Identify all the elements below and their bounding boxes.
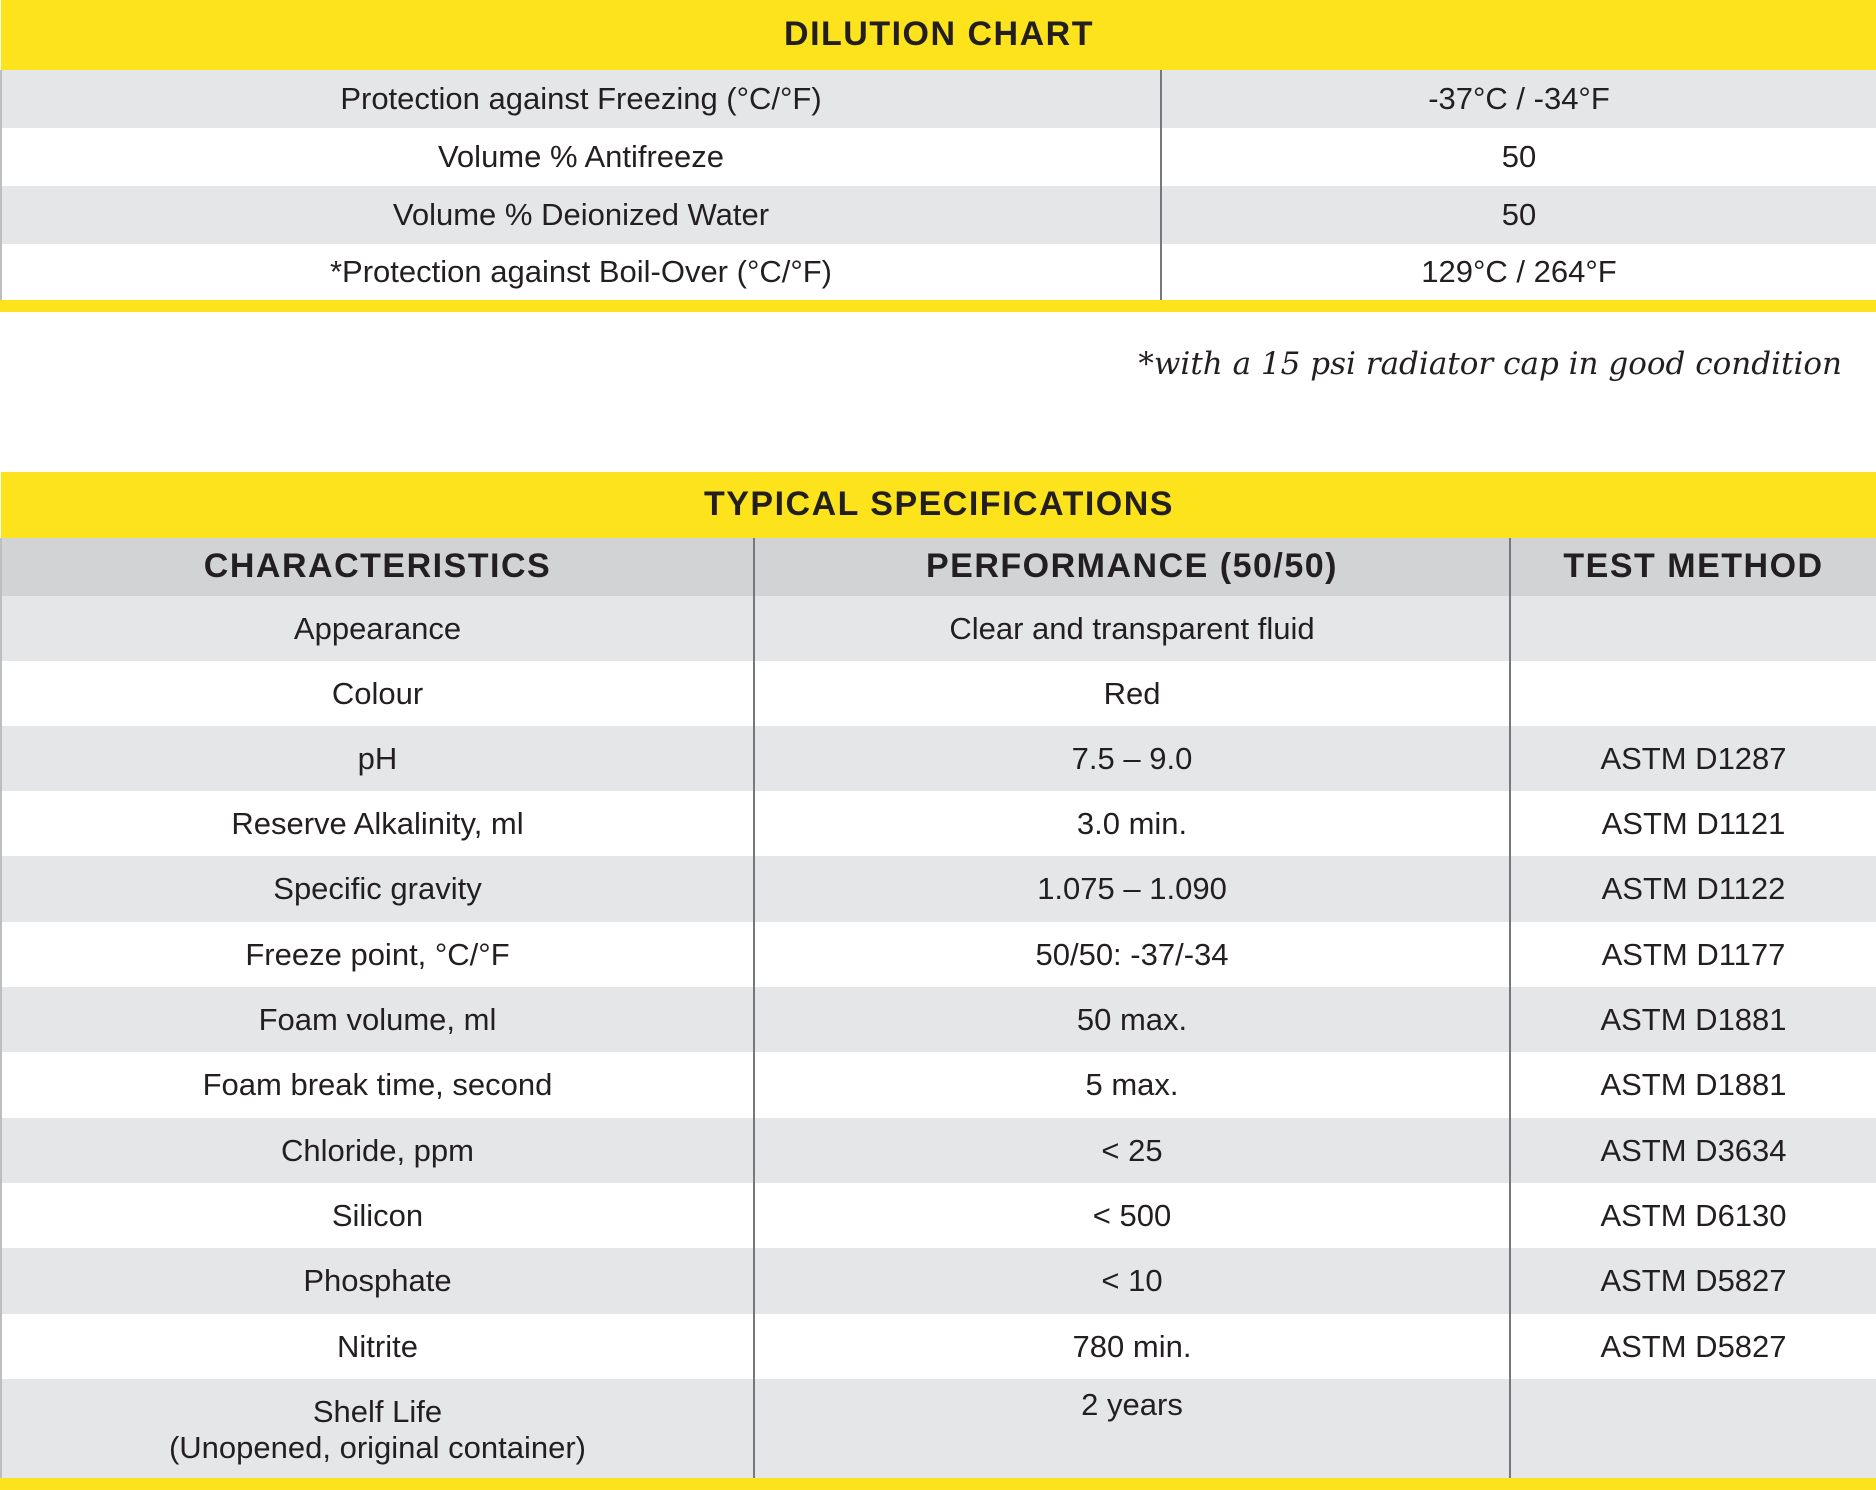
- performance-cell: Clear and transparent fluid: [754, 596, 1510, 661]
- dilution-value: 129°C / 264°F: [1161, 244, 1876, 300]
- test-method-cell: [1510, 596, 1876, 661]
- table-row: [1, 1118, 1876, 1183]
- column-header-performance: PERFORMANCE (50/50): [754, 538, 1510, 596]
- test-method-cell: ASTM D1881: [1510, 987, 1876, 1052]
- dilution-table: [0, 0, 1876, 300]
- characteristic-cell: pH: [1, 726, 754, 791]
- table-row: [1, 596, 1876, 661]
- characteristic-cell: Appearance: [1, 596, 754, 661]
- typical-specifications: [0, 472, 1876, 1481]
- test-method-cell: ASTM D1121: [1510, 791, 1876, 856]
- table-row: [1, 856, 1876, 922]
- dilution-label: Volume % Antifreeze: [1, 128, 1161, 186]
- table-row: [1, 186, 1876, 244]
- test-method-cell: ASTM D3634: [1510, 1118, 1876, 1183]
- column-header-test-method: TEST METHOD: [1510, 538, 1876, 596]
- dilution-footnote: *with a 15 psi radiator cap in good condition: [1138, 346, 1842, 382]
- table-row: [1, 661, 1876, 726]
- specifications-table: [0, 472, 1876, 1481]
- performance-cell: < 500: [754, 1183, 1510, 1248]
- shelf-life-note: (Unopened, original container): [168, 1430, 587, 1465]
- table-row: [1, 70, 1876, 128]
- table-row: [1, 987, 1876, 1052]
- dilution-bottom-bar: [0, 300, 1876, 312]
- table-row: [1, 922, 1876, 987]
- characteristic-cell: Foam volume, ml: [1, 987, 754, 1052]
- specifications-bottom-bar: [0, 1478, 1876, 1490]
- table-row: [1, 1314, 1876, 1379]
- performance-cell: Red: [754, 661, 1510, 726]
- characteristic-cell: Silicon: [1, 1183, 754, 1248]
- test-method-cell: ASTM D1287: [1510, 726, 1876, 791]
- table-row: [1, 1379, 1876, 1481]
- performance-cell: 1.075 – 1.090: [754, 856, 1510, 922]
- characteristic-cell: Specific gravity: [1, 856, 754, 922]
- table-row: [1, 244, 1876, 300]
- characteristic-cell: Colour: [1, 661, 754, 726]
- performance-cell: 2 years: [754, 1379, 1510, 1481]
- characteristic-cell: Reserve Alkalinity, ml: [1, 791, 754, 856]
- characteristic-cell: Freeze point, °C/°F: [1, 922, 754, 987]
- test-method-cell: ASTM D6130: [1510, 1183, 1876, 1248]
- performance-cell: < 25: [754, 1118, 1510, 1183]
- table-row: [1, 726, 1876, 791]
- performance-cell: 3.0 min.: [754, 791, 1510, 856]
- test-method-cell: ASTM D5827: [1510, 1248, 1876, 1314]
- characteristic-cell: Nitrite: [1, 1314, 754, 1379]
- table-row: [1, 1183, 1876, 1248]
- test-method-cell: ASTM D1122: [1510, 856, 1876, 922]
- shelf-life-cell: [1, 1379, 754, 1481]
- performance-cell: 5 max.: [754, 1052, 1510, 1118]
- test-method-cell: [1510, 661, 1876, 726]
- specifications-header-row: [1, 538, 1876, 596]
- specifications-title-row: [1, 472, 1876, 538]
- table-row: [1, 791, 1876, 856]
- dilution-title-row: [1, 0, 1876, 70]
- dilution-chart: [0, 0, 1876, 300]
- performance-cell: 7.5 – 9.0: [754, 726, 1510, 791]
- dilution-value: -37°C / -34°F: [1161, 70, 1876, 128]
- performance-cell: 780 min.: [754, 1314, 1510, 1379]
- dilution-label: Protection against Freezing (°C/°F): [1, 70, 1161, 128]
- characteristic-cell: Phosphate: [1, 1248, 754, 1314]
- dilution-title: DILUTION CHART: [1, 0, 1876, 70]
- test-method-cell: ASTM D5827: [1510, 1314, 1876, 1379]
- performance-cell: < 10: [754, 1248, 1510, 1314]
- dilution-label: Volume % Deionized Water: [1, 186, 1161, 244]
- dilution-value: 50: [1161, 186, 1876, 244]
- specifications-title: TYPICAL SPECIFICATIONS: [1, 472, 1876, 538]
- performance-cell: 50/50: -37/-34: [754, 922, 1510, 987]
- dilution-value: 50: [1161, 128, 1876, 186]
- characteristic-cell: Chloride, ppm: [1, 1118, 754, 1183]
- table-row: [1, 1248, 1876, 1314]
- test-method-cell: ASTM D1881: [1510, 1052, 1876, 1118]
- dilution-label: *Protection against Boil-Over (°C/°F): [1, 244, 1161, 300]
- performance-cell: 50 max.: [754, 987, 1510, 1052]
- shelf-life-label: Shelf Life: [312, 1394, 443, 1430]
- test-method-cell: [1510, 1379, 1876, 1481]
- characteristic-cell: Foam break time, second: [1, 1052, 754, 1118]
- table-row: [1, 1052, 1876, 1118]
- table-row: [1, 128, 1876, 186]
- column-header-characteristics: CHARACTERISTICS: [1, 538, 754, 596]
- test-method-cell: ASTM D1177: [1510, 922, 1876, 987]
